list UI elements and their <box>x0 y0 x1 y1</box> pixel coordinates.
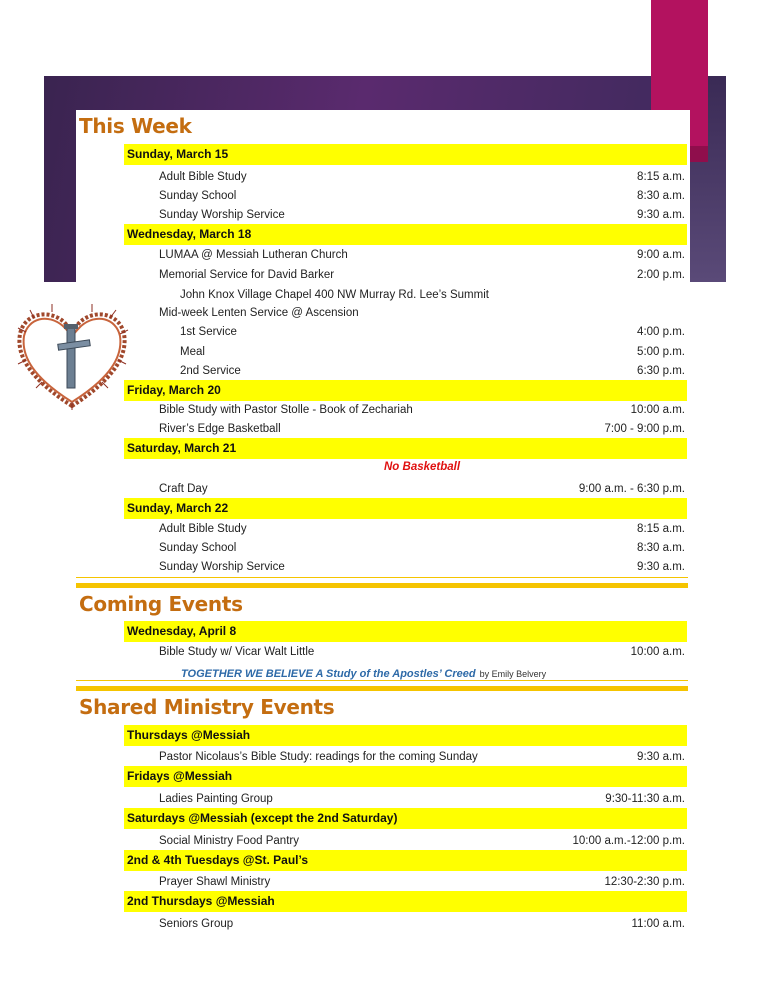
event-label: Meal <box>180 346 205 358</box>
day-header: Saturdays @Messiah (except the 2nd Saturday) <box>124 808 687 829</box>
section-heading-this-week: This Week <box>79 114 192 138</box>
event-row <box>159 187 685 205</box>
event-label: Seniors Group <box>159 918 234 930</box>
event-row <box>180 286 685 304</box>
event-row <box>159 790 685 808</box>
day-header: Thursdays @Messiah <box>124 725 687 746</box>
event-time: 11:00 a.m. <box>631 918 685 930</box>
event-time: 4:00 p.m. <box>637 326 685 338</box>
day-header: 2nd Thursdays @Messiah <box>124 891 687 912</box>
event-row <box>159 558 685 576</box>
event-label: Social Ministry Food Pantry <box>159 835 299 847</box>
event-time: 9:30 a.m. <box>637 209 685 221</box>
section-divider-line <box>76 577 688 578</box>
event-row <box>159 206 685 224</box>
event-label: River’s Edge Basketball <box>159 423 281 435</box>
event-label: Prayer Shawl Ministry <box>159 876 271 888</box>
event-time: 8:30 a.m. <box>637 190 685 202</box>
day-header: Friday, March 20 <box>124 380 687 401</box>
event-time: 10:00 a.m. <box>630 646 685 658</box>
event-label: 1st Service <box>180 326 237 338</box>
section-divider <box>76 686 688 691</box>
event-label: Pastor Nicolaus’s Bible Study: readings for the coming Sunday <box>159 751 478 763</box>
event-row <box>159 539 685 557</box>
event-label: Bible Study w/ Vicar Walt Little <box>159 646 315 658</box>
event-label: Bible Study with Pastor Stolle - Book of Zechariah <box>159 404 413 416</box>
event-time: 9:00 a.m. - 6:30 p.m. <box>578 483 685 495</box>
day-header: Wednesday, March 18 <box>124 224 687 245</box>
event-time: 8:15 a.m. <box>637 171 685 183</box>
event-label: LUMAA @ Messiah Lutheran Church <box>159 249 348 261</box>
event-label: Craft Day <box>159 483 208 495</box>
event-time: 9:30 a.m. <box>637 561 685 573</box>
day-header: Saturday, March 21 <box>124 438 687 459</box>
event-row <box>180 323 685 341</box>
event-time: 8:15 a.m. <box>637 523 685 535</box>
event-time: 2:00 p.m. <box>637 269 685 281</box>
event-row <box>159 520 685 538</box>
event-row <box>159 643 685 661</box>
event-row <box>159 266 685 284</box>
event-label: Memorial Service for David Barker <box>159 269 335 281</box>
event-row <box>159 168 685 186</box>
event-time: 9:30-11:30 a.m. <box>605 793 685 805</box>
event-row <box>159 401 685 419</box>
day-header: 2nd & 4th Tuesdays @St. Paul’s <box>124 850 687 871</box>
event-row <box>159 246 685 264</box>
event-time: 10:00 a.m. <box>630 404 685 416</box>
day-header: Sunday, March 22 <box>124 498 687 519</box>
event-row <box>159 748 685 766</box>
event-row <box>159 304 685 322</box>
event-row <box>159 832 685 850</box>
study-author: by Emily Belvery <box>479 669 547 679</box>
event-time: 5:00 p.m. <box>637 346 685 358</box>
event-label: Sunday Worship Service <box>159 561 285 573</box>
event-label: John Knox Village Chapel 400 NW Murray Rd. Lee’s Summit <box>180 289 489 301</box>
event-label: Adult Bible Study <box>159 171 247 183</box>
event-label: Sunday School <box>159 190 237 202</box>
event-time: 7:00 - 9:00 p.m. <box>604 423 685 435</box>
event-time: 12:30-2:30 p.m. <box>604 876 685 888</box>
event-time: 10:00 a.m.-12:00 p.m. <box>572 835 685 847</box>
thorn-heart-with-nail-cross-icon <box>12 302 132 414</box>
event-row <box>180 343 685 361</box>
no-basketball-note: No Basketball <box>384 461 461 473</box>
day-header: Sunday, March 15 <box>124 144 687 165</box>
event-label: Sunday School <box>159 542 237 554</box>
event-label: Sunday Worship Service <box>159 209 285 221</box>
event-time: 8:30 a.m. <box>637 542 685 554</box>
event-row <box>159 915 685 933</box>
event-label: Mid-week Lenten Service @ Ascension <box>159 307 359 319</box>
event-row <box>159 420 685 438</box>
study-title: TOGETHER WE BELIEVE A Study of the Apostles’ Creed <box>181 668 476 680</box>
event-time: 9:00 a.m. <box>637 249 685 261</box>
day-header: Fridays @Messiah <box>124 766 687 787</box>
event-row <box>159 873 685 891</box>
event-row <box>180 362 685 380</box>
day-header: Wednesday, April 8 <box>124 621 687 642</box>
section-divider-line <box>76 680 688 681</box>
event-label: Adult Bible Study <box>159 523 247 535</box>
event-label: 2nd Service <box>180 365 241 377</box>
section-heading-coming-events: Coming Events <box>79 592 243 616</box>
event-row <box>159 480 685 498</box>
event-time: 6:30 p.m. <box>637 365 685 377</box>
section-heading-shared-ministry: Shared Ministry Events <box>79 695 335 719</box>
section-divider <box>76 583 688 588</box>
event-label: Ladies Painting Group <box>159 793 273 805</box>
event-time: 9:30 a.m. <box>637 751 685 763</box>
